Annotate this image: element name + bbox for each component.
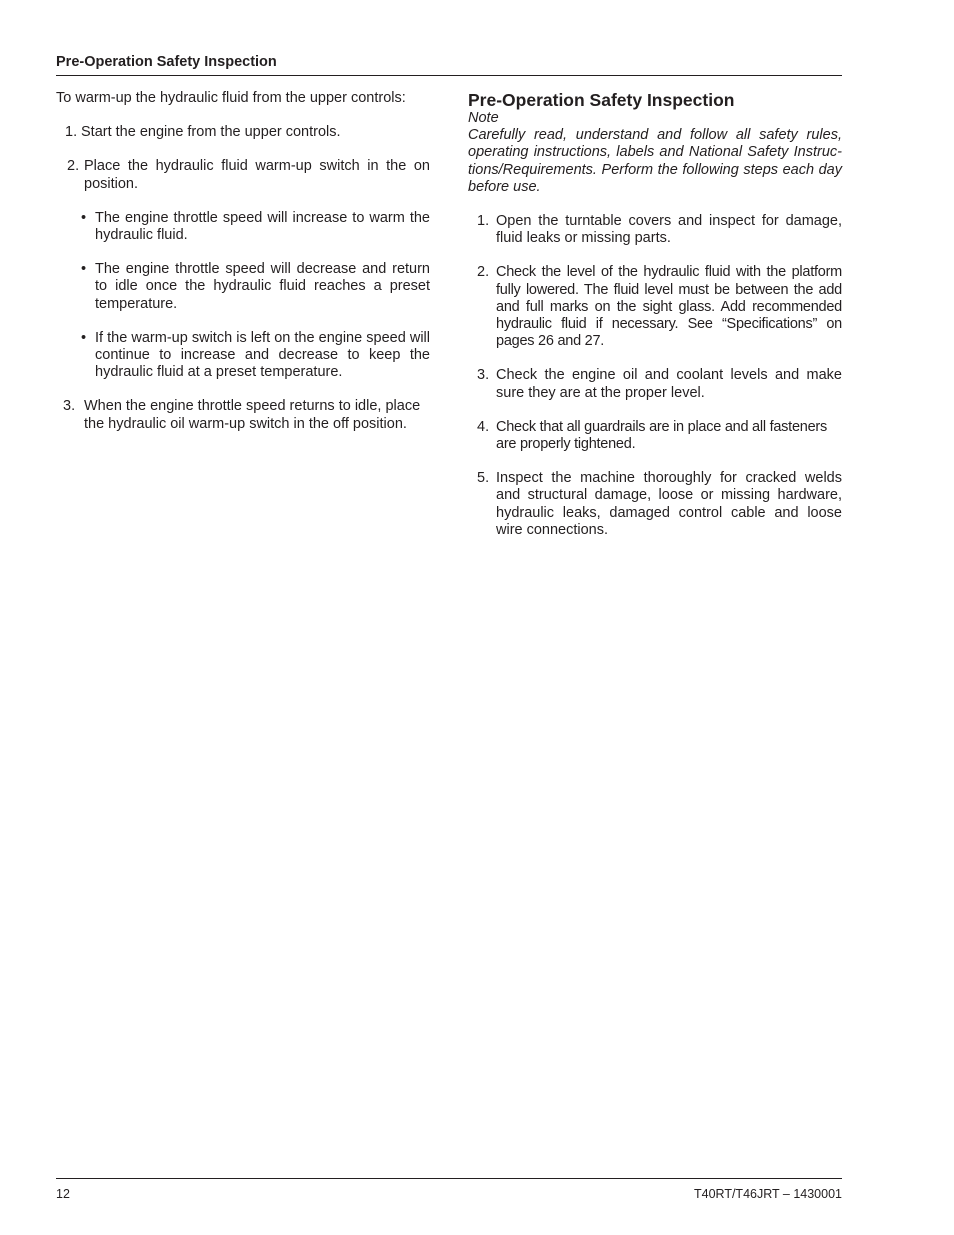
list-item	[468, 264, 842, 350]
list-item	[468, 213, 842, 247]
list-number: 4.	[477, 418, 490, 435]
bullet-text: If the warm-up switch is left on the engine speed will continue to increase and decrease to keep the hydraulic fluid at a preset temperature.	[95, 329, 430, 381]
page-number: 12	[56, 1187, 70, 1201]
list-number: 3.	[477, 367, 490, 384]
list-number: 3.	[63, 398, 76, 415]
left-column	[56, 90, 430, 433]
list-item	[468, 470, 842, 539]
list-text: When the engine throttle speed returns to idle, place the hydraulic oil warm-up switch in the off position.	[84, 398, 421, 432]
bullet-item	[56, 261, 430, 313]
bullet-icon: •	[81, 261, 87, 278]
bullet-icon: •	[81, 329, 87, 346]
list-item	[56, 158, 430, 192]
list-text: Check the engine oil and coolant levels and make sure they are at the proper level.	[496, 367, 842, 401]
bullet-text: The engine throttle speed will increase to warm the hydraulic fluid.	[95, 209, 430, 244]
note-label: Note	[468, 110, 499, 126]
bullet-item	[56, 330, 430, 382]
list-number: 1.	[65, 124, 78, 141]
list-text: Inspect the machine thoroughly for cracked welds and structural damage, loose or missing hardware, hydraulic leaks, damaged control cable and loose wire connections.	[496, 470, 842, 538]
list-number: 5.	[477, 470, 490, 487]
bullet-text: The engine throttle speed will decrease and return to idle once the hydraulic fluid reaches a preset temperature.	[95, 261, 430, 312]
list-number: 1.	[477, 213, 490, 230]
right-column	[468, 90, 842, 539]
header-rule	[56, 75, 842, 76]
bullet-item	[56, 210, 430, 244]
list-text: Check the level of the hydraulic fluid with the platform fully lowered. The fluid level must be between the add and full marks on the sight glass. Add recommended hydraulic fluid if necessary. See “Specifications” on pages 26 and 27.	[496, 264, 842, 350]
list-item	[56, 124, 430, 141]
list-number: 2.	[67, 158, 80, 175]
list-number: 2.	[477, 264, 490, 281]
footer-rule	[56, 1178, 842, 1179]
intro-text: To warm-up the hydraulic fluid from the upper controls:	[56, 90, 406, 106]
list-item	[468, 419, 842, 453]
list-item	[56, 398, 430, 432]
list-text: Check that all guardrails are in place and all fasteners are properly tightened.	[496, 418, 827, 453]
bullet-icon: •	[81, 209, 87, 226]
list-text: Place the hydraulic fluid warm-up switch in the on position.	[84, 158, 430, 192]
list-item	[468, 367, 842, 401]
list-text: Start the engine from the upper controls.	[81, 124, 341, 141]
page-header-title: Pre-Operation Safety Inspection	[56, 54, 277, 70]
list-text: Open the turntable covers and inspect for damage, fluid leaks or missing parts.	[496, 213, 842, 247]
section-heading: Pre-Operation Safety Inspection	[468, 90, 735, 110]
note-text: Carefully read, understand and follow all safety rules, operating instructions, labels and National Safety Instruc-tions/Requirements. Perform the following steps each day before use.	[468, 127, 842, 195]
document-model: T40RT/T46JRT – 1430001	[693, 1187, 842, 1201]
